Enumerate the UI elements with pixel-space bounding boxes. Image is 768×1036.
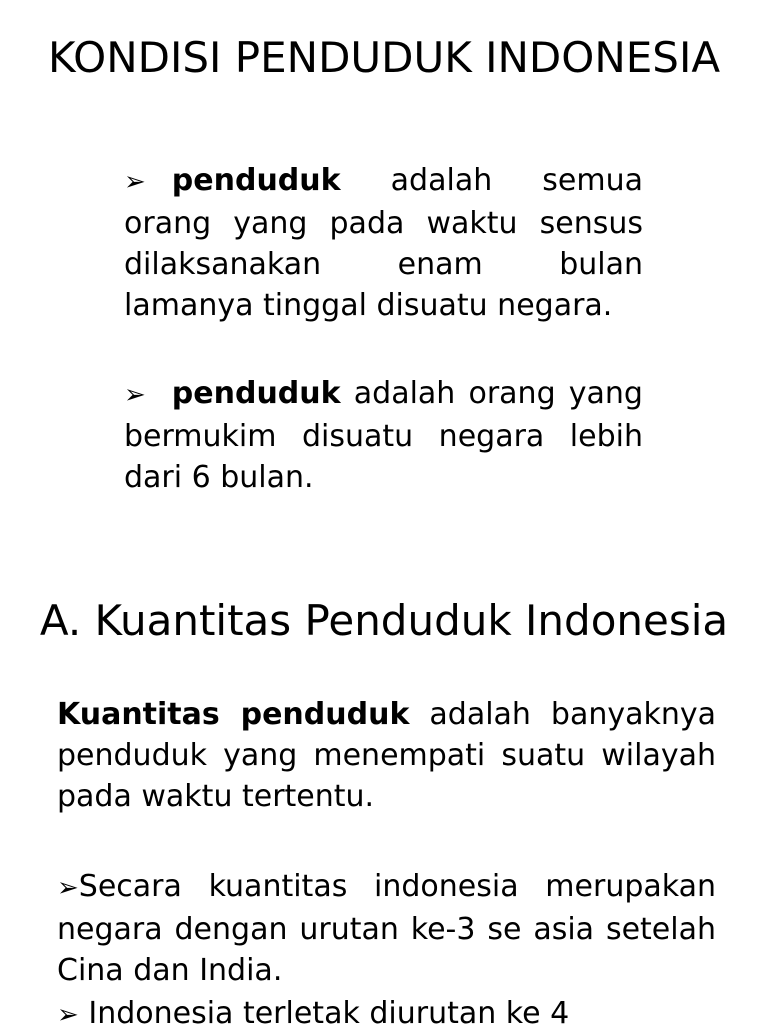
definition-term: penduduk	[171, 163, 341, 198]
arrow-bullet-icon: ➢	[124, 167, 146, 197]
definition-term: penduduk	[171, 376, 341, 411]
definition-item	[124, 160, 643, 326]
page-title: KONDISI PENDUDUK INDONESIA	[47, 33, 721, 82]
kuantitas-text: adalah banyaknya penduduk yang menempati suatu wilayah pada waktu tertentu.	[57, 697, 716, 814]
kuantitas-definition	[57, 694, 716, 817]
bullet-item	[57, 993, 716, 1036]
arrow-bullet-icon: ➢	[124, 380, 146, 410]
definition-item	[124, 373, 643, 498]
bullet-item	[57, 866, 716, 991]
arrow-bullet-icon: ➢	[57, 873, 79, 903]
arrow-bullet-icon: ➢	[57, 1000, 79, 1030]
bullet-text: Secara kuantitas indonesia merupakan negara dengan urutan ke-3 se asia setelah Cina dan India.	[57, 869, 716, 988]
definition-text: adalah orang yang bermukim disuatu negara lebih dari 6 bulan.	[124, 376, 643, 495]
definition-text: adalah semua orang yang pada waktu sensus dilaksanakan enam bulan lamanya tinggal disuatu negara.	[124, 163, 643, 323]
bullet-text: Indonesia terletak diurutan ke 4	[88, 996, 570, 1031]
kuantitas-term: Kuantitas penduduk	[57, 697, 410, 732]
section-title: A. Kuantitas Penduduk Indonesia	[39, 596, 729, 645]
